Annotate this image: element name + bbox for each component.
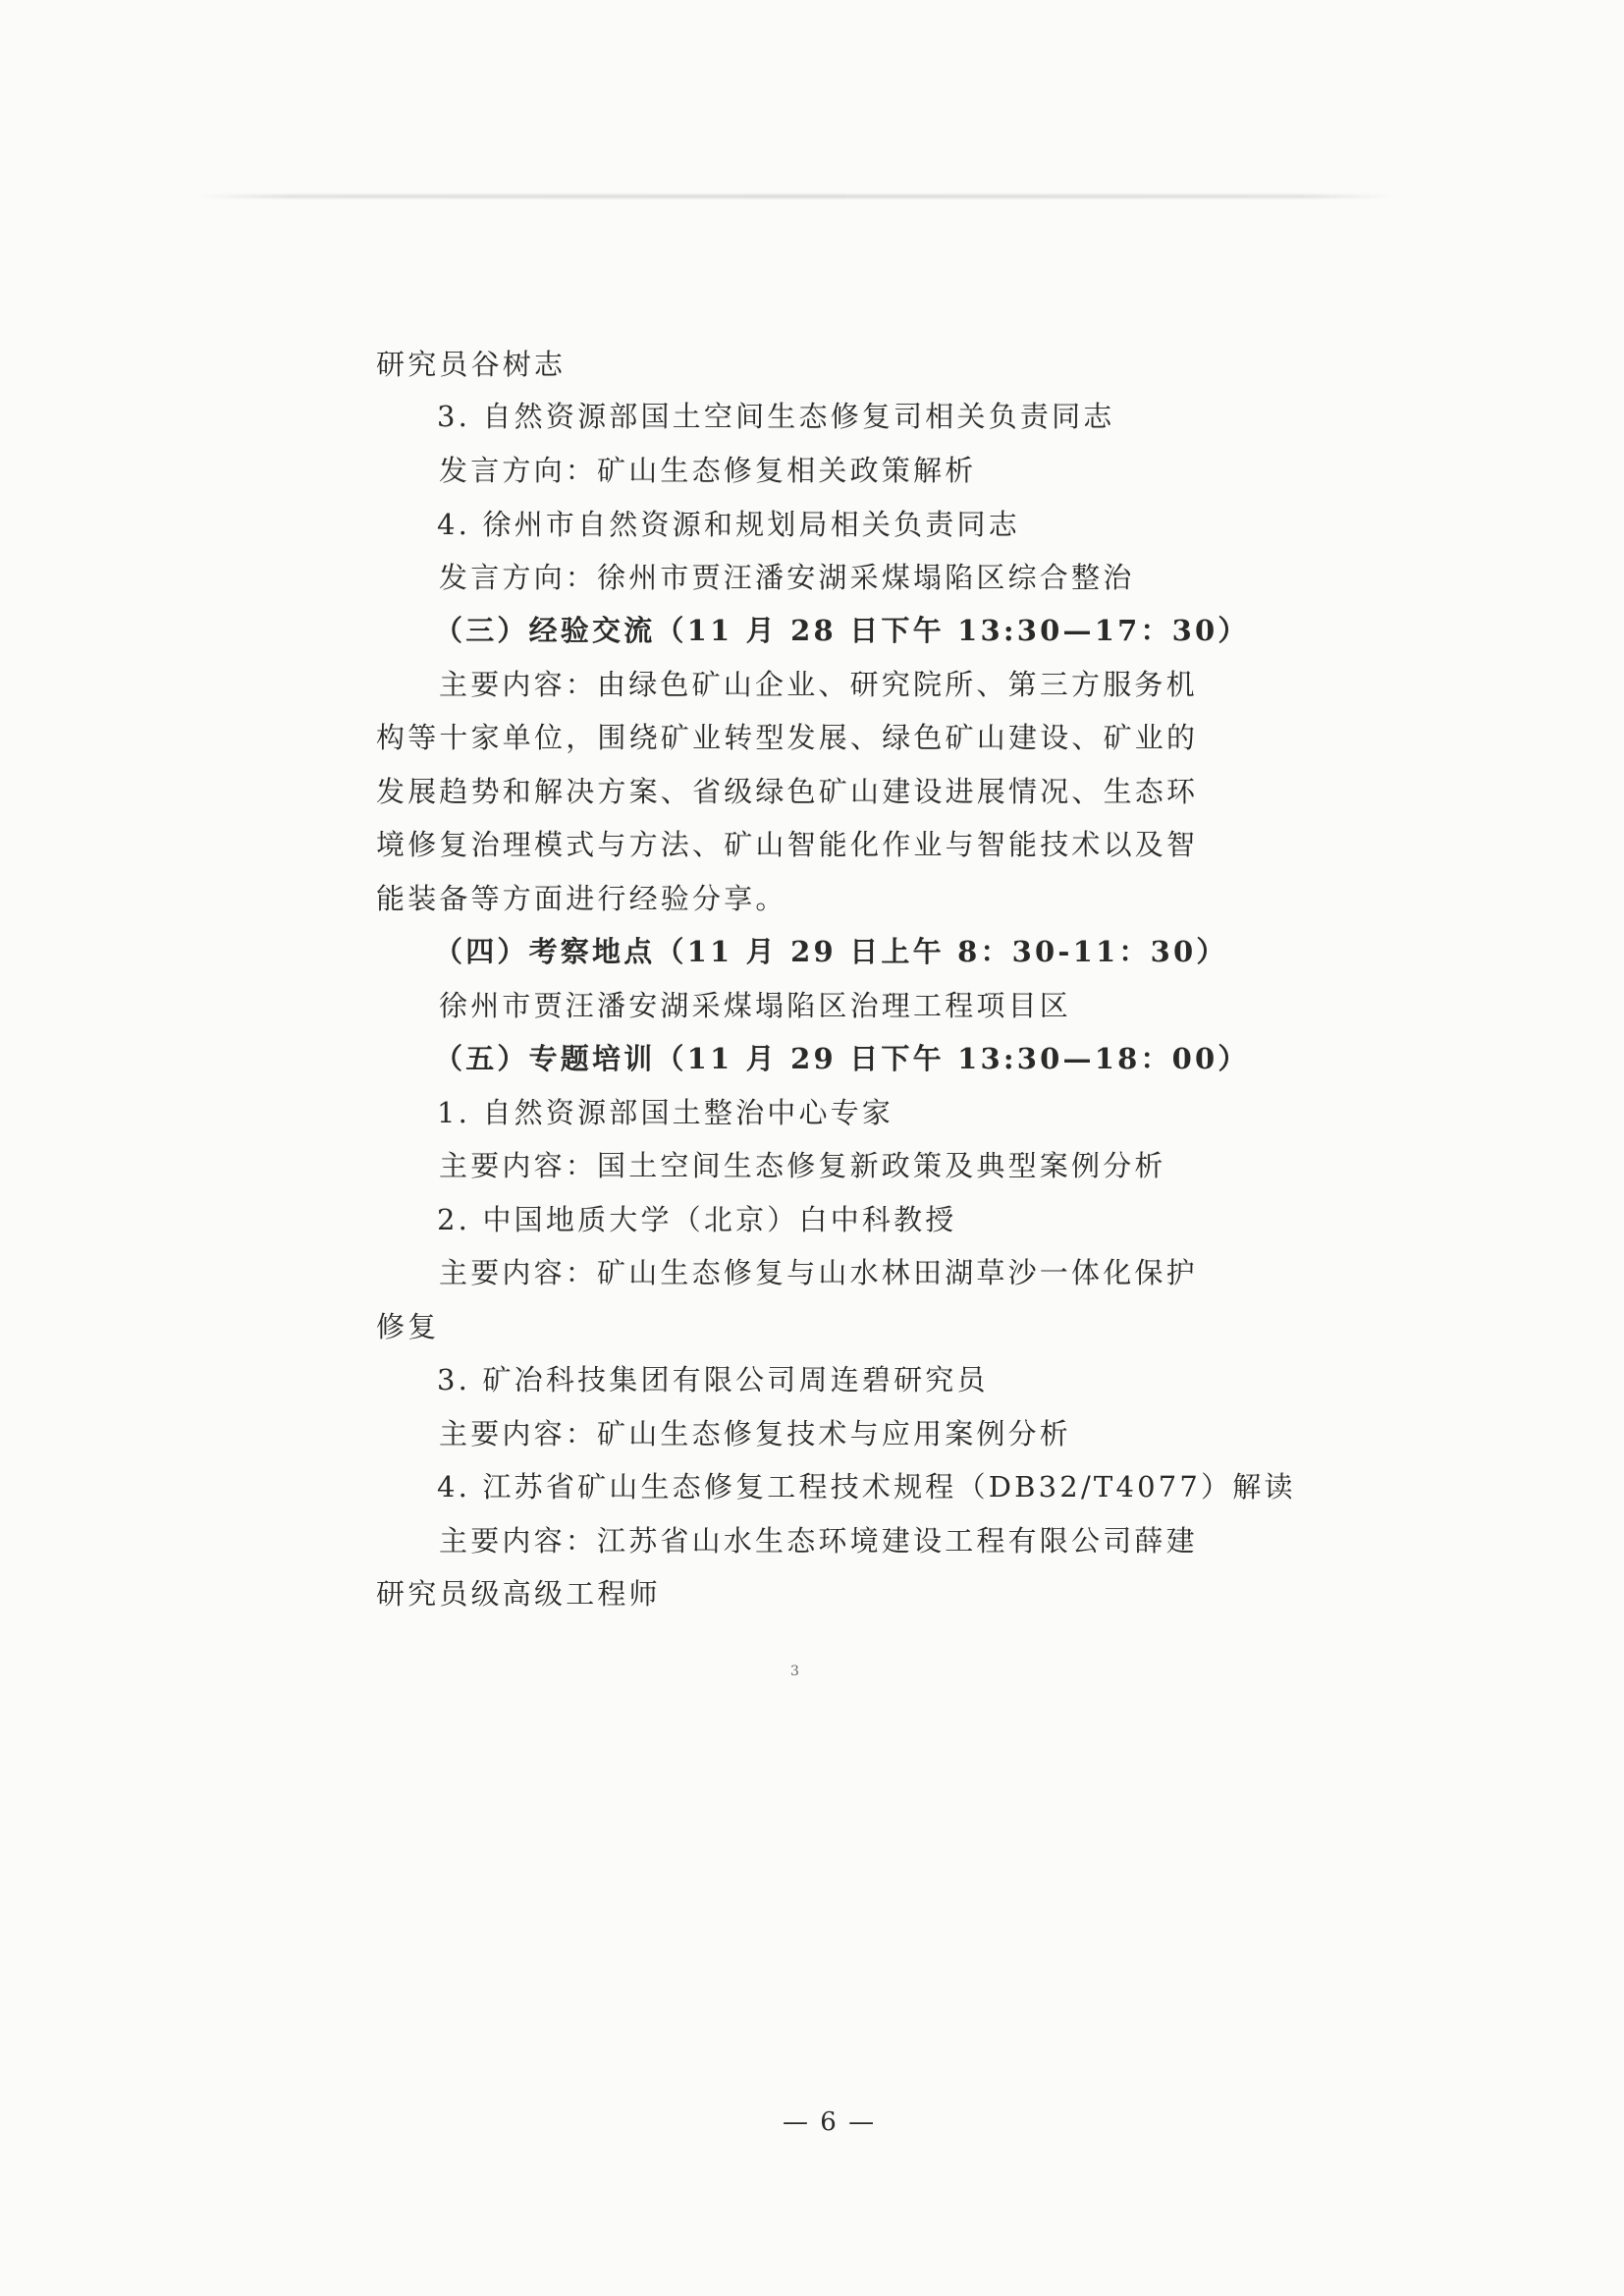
section-heading: （五）专题培训（11 月 29 日下午 13:30—18：00） (434, 1042, 1250, 1075)
text-line: 主要内容：矿山生态修复与山水林田湖草沙一体化保护 (439, 1256, 1198, 1289)
text-line: 能装备等方面进行经验分享。 (376, 882, 787, 915)
text-line: 研究员级高级工程师 (376, 1577, 661, 1611)
text-line: 4. 江苏省矿山生态修复工程技术规程（DB32/T4077）解读 (437, 1470, 1296, 1503)
text-line: 发展趋势和解决方案、省级绿色矿山建设进展情况、生态环 (376, 775, 1199, 808)
text-line: 主要内容：由绿色矿山企业、研究院所、第三方服务机 (439, 668, 1198, 701)
text-line: 3. 矿冶科技集团有限公司周连碧研究员 (437, 1363, 989, 1396)
text-line: 4. 徐州市自然资源和规划局相关负责同志 (437, 508, 1020, 541)
text-line: 徐州市贾汪潘安湖采煤塌陷区治理工程项目区 (439, 989, 1072, 1022)
text-line: 3. 自然资源部国土空间生态修复司相关负责同志 (437, 400, 1115, 433)
text-line: 修复 (376, 1310, 440, 1343)
text-line: 境修复治理模式与方法、矿山智能化作业与智能技术以及智 (376, 828, 1199, 861)
text-line: 研究员谷树志 (376, 348, 567, 381)
text-line: 主要内容：国土空间生态修复新政策及典型案例分析 (439, 1149, 1166, 1182)
text-line: 2. 中国地质大学（北京）白中科教授 (437, 1203, 957, 1236)
text-line: 主要内容：江苏省山水生态环境建设工程有限公司薛建 (439, 1524, 1198, 1558)
text-line: 主要内容：矿山生态修复技术与应用案例分析 (439, 1417, 1072, 1450)
section-heading: （三）经验交流（11 月 28 日下午 13:30—17：30） (434, 614, 1250, 647)
section-heading: （四）考察地点（11 月 29 日上午 8：30-11：30） (434, 935, 1228, 968)
page-number: — 6 — (783, 2107, 877, 2137)
text-line: 发言方向：徐州市贾汪潘安湖采煤塌陷区综合整治 (439, 561, 1135, 594)
inner-page-number: 3 (790, 1664, 799, 1679)
text-line: 1. 自然资源部国土整治中心专家 (437, 1096, 894, 1129)
text-line: 发言方向：矿山生态修复相关政策解析 (439, 454, 977, 487)
text-line: 构等十家单位，围绕矿业转型发展、绿色矿山建设、矿业的 (376, 721, 1199, 754)
